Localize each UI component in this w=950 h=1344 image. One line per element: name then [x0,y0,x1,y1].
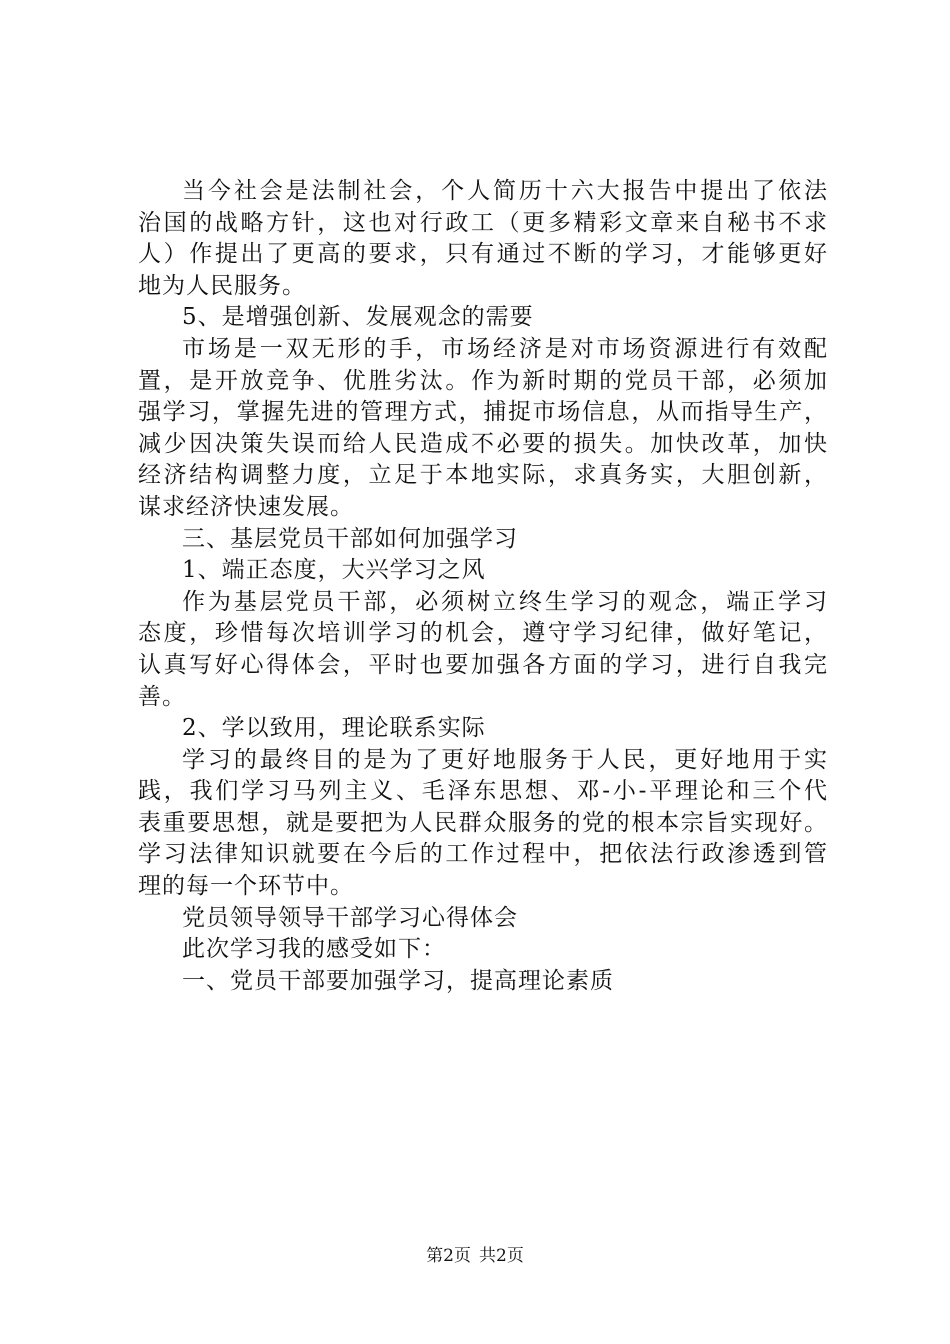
text-line: 经济结构调整力度，立足于本地实际，求真务实，大胆创新， [138,462,828,489]
text-line: 作为基层党员干部，必须树立终生学习的观念，端正学习 [182,588,828,615]
text-line: 市场是一双无形的手，市场经济是对市场资源进行有效配 [182,335,828,362]
text-line: 党员领导领导干部学习心得体会 [182,904,518,931]
text-line: 表重要思想，就是要把为人民群众服务的党的根本宗旨实现好。 [138,809,828,836]
text-line: 人）作提出了更高的要求，只有通过不断的学习，才能够更好 [138,241,828,268]
text-line: 认真写好心得体会，平时也要加强各方面的学习，进行自我完 [138,651,828,678]
text-line: 善。 [138,683,186,710]
text-line: 地为人民服务。 [138,272,306,299]
text-line: 践，我们学习马列主义、毛泽东思想、邓-小-平理论和三个代 [138,778,828,805]
text-line: 理的每一个环节中。 [138,873,354,900]
page-footer [0,1244,950,1268]
text-line: 当今社会是法制社会，个人简历十六大报告中提出了依法 [182,178,828,204]
text-line: 治国的战略方针，这也对行政工（更多精彩文章来自秘书不求 [138,209,828,236]
text-line: 学习法律知识就要在今后的工作过程中，把依法行政渗透到管 [138,841,828,868]
page-total: 共2页 [479,1246,524,1266]
text-line: 2、学以致用，理论联系实际 [182,715,486,742]
text-line: 减少因决策失误而给人民造成不必要的损失。加快改革，加快 [138,430,828,457]
text-line: 1、端正态度，大兴学习之风 [182,557,486,584]
document-body [138,176,838,997]
text-line: 此次学习我的感受如下： [182,936,446,963]
text-line: 5、是增强创新、发展观念的需要 [182,304,534,331]
text-line: 态度，珍惜每次培训学习的机会，遵守学习纪律，做好笔记， [138,620,828,647]
text-line: 三、基层党员干部如何加强学习 [182,525,518,552]
text-line: 一、党员干部要加强学习，提高理论素质 [182,967,614,994]
page-number: 第2页 [426,1246,471,1266]
text-line: 强学习，掌握先进的管理方式，捕捉市场信息，从而指导生产， [138,399,828,426]
text-line: 置，是开放竞争、优胜劣汰。作为新时期的党员干部，必须加 [138,367,828,394]
text-line: 谋求经济快速发展。 [138,493,354,520]
text-line: 学习的最终目的是为了更好地服务于人民，更好地用于实 [182,746,828,773]
